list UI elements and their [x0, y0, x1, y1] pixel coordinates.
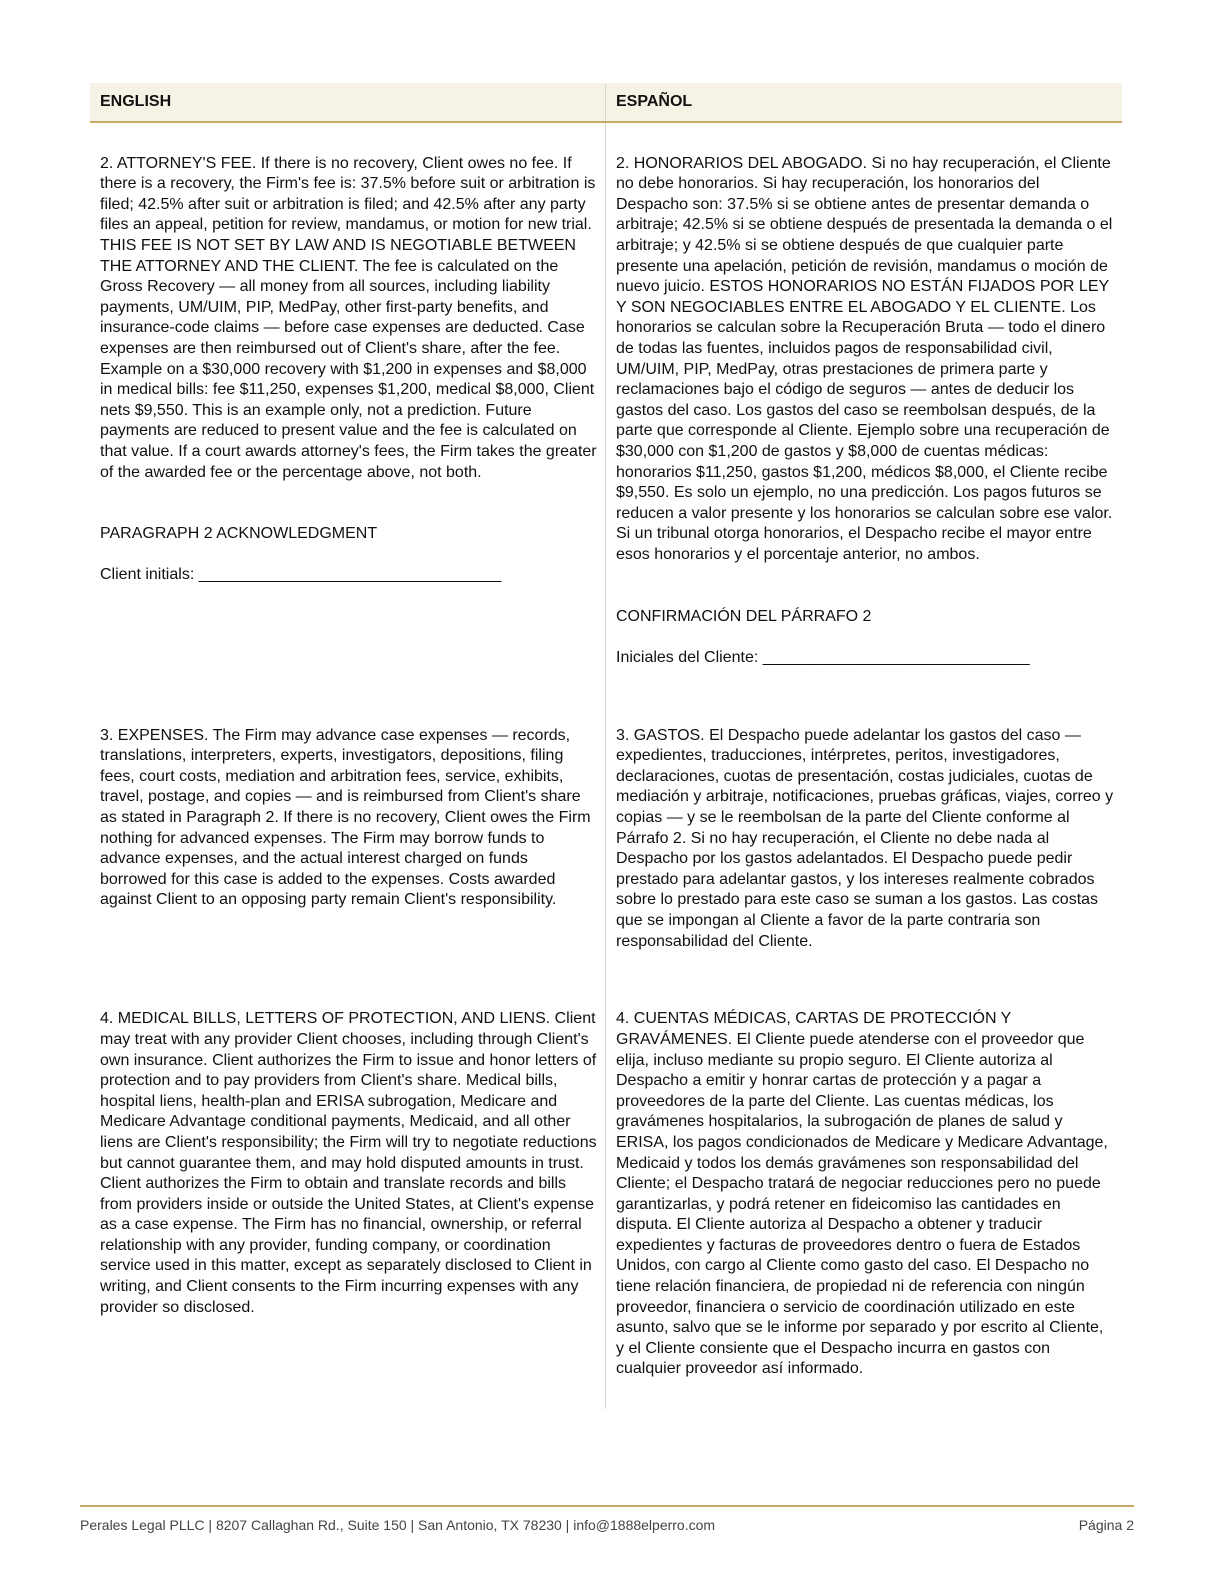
acknowledgment-title: PARAGRAPH 2 ACKNOWLEDGMENT [100, 525, 378, 543]
cell-english-paragraph-3 [90, 697, 606, 981]
footer-address: Perales Legal PLLC | 8207 Callaghan Rd., Suite 150 | San Antonio, TX 78230 | info@1888elperro.com [80, 1517, 716, 1533]
cell-english-paragraph-2 [90, 123, 606, 697]
header-english: ENGLISH [90, 83, 606, 121]
paragraph-text: 2. HONORARIOS DEL ABOGADO. Si no hay recuperación, el Cliente no debe honorarios. Si hay recuperación, los honorarios del Despacho son: 37.5% si se obtiene antes de presentar demanda o arbitraje; 42.5% si se obtiene después de presentada la demanda o el arbitraje; y 42.5% si se obtiene después de que cualquier parte presente una apelación, petición de revisión, mandamus o moción de nuevo juicio. ESTOS HONORARIOS NO ESTÁN FIJADOS POR LEY Y SON NEGOCIABLES ENTRE EL ABOGADO Y EL CLIENTE. Los honorarios se calculan sobre la Recuperación Bruta — todo el dinero de todas las fuentes, incluidos pagos de responsabilidad civil, UM/UIM, PIP, MedPay, otras prestaciones de primera parte y reclamaciones bajo el código de seguros — antes de deducir los gastos del caso. Los gastos del caso se reembolsan después, de la parte que corresponde al Cliente. Ejemplo sobre una recuperación de $30,000 con $1,200 de gastos y $8,000 de cuentas médicas: honorarios $11,250, gastos $1,200, médicos $8,000, el Cliente recibe $9,550. Es solo un ejemplo, no una predicción. Los pagos futuros se reducen a valor presente y los honorarios se calculan sobre ese valor. Si un tribunal otorga honorarios, el Despacho recibe el mayor entre esos honorarios y el porcentaje anterior, no ambos. [616, 154, 1113, 563]
footer-divider [80, 1505, 1134, 1507]
client-initials-line: Client initials: __________________________________ [100, 566, 502, 584]
cell-spanish-paragraph-3 [606, 697, 1122, 981]
paragraph-text: 3. EXPENSES. The Firm may advance case expenses — records, translations, interpreters, experts, investigators, depositions, filing fees, court costs, mediation and arbitration fees, service, exhibits, travel, postage, and copies — and is reimbursed from Client's share as stated in Paragraph 2. If there is no recovery, Client owes the Firm nothing for advanced expenses. The Firm may borrow funds to advance expenses, and the actual interest charged on funds borrowed for this case is added to the expenses. Costs awarded against Client to an opposing party remain Client's responsibility. [100, 726, 591, 909]
table-row-paragraph-3 [90, 697, 1122, 981]
cell-spanish-paragraph-2 [606, 123, 1122, 697]
paragraph-text: 3. GASTOS. El Despacho puede adelantar los gastos del caso — expedientes, traducciones, intérpretes, peritos, investigadores, declaraciones, cuotas de presentación, costas judiciales, cuotas de mediación y arbitraje, notificaciones, pruebas gráficas, viajes, correo y copias — y se le reembolsan de la parte del Cliente conforme al Párrafo 2. Si no hay recuperación, el Cliente no debe nada al Despacho por los gastos adelantados. El Despacho puede pedir prestado para adelantar gastos, y los intereses realmente cobrados sobre lo prestado para este caso se suman a los gastos. Las costas que se impongan al Cliente a favor de la parte contraria son responsabilidad del Cliente. [616, 726, 1114, 950]
page-number: Página 2 [1078, 1517, 1134, 1533]
table-row-paragraph-4 [90, 981, 1122, 1409]
acknowledgment-title: CONFIRMACIÓN DEL PÁRRAFO 2 [616, 607, 872, 625]
paragraph-text: 4. CUENTAS MÉDICAS, CARTAS DE PROTECCIÓN Y GRAVÁMENES. El Cliente puede atenderse con el proveedor que elija, incluso mediante su propio seguro. El Cliente autoriza al Despacho a emitir y honrar cartas de protección y a pagar a proveedores de la parte del Cliente. Las cuentas médicas, los gravámenes hospitalarios, la subrogación de planes de salud y ERISA, los pagos condicionados de Medicare y Medicare Advantage, Medicaid y todos los demás gravámenes son responsabilidad del Cliente; el Despacho tratará de negociar reducciones pero no puede garantizarlas, y podrá retener en fideicomiso las cantidades en disputa. El Cliente autoriza al Despacho a obtener y traducir expedientes y facturas de proveedores dentro o fuera de Estados Unidos, con cargo al Cliente como gasto del caso. El Despacho no tiene relación financiera, de propiedad ni de referencia con ningún proveedor, financiera o servicio de coordinación utilizado en este asunto, salvo que se le informe por separado y por escrito al Cliente, y el Cliente consiente que el Despacho incurra en gastos con cualquier proveedor así informado. [616, 1010, 1108, 1378]
paragraph-text: 2. ATTORNEY'S FEE. If there is no recovery, Client owes no fee. If there is a recovery, the Firm's fee is: 37.5% before suit or arbitration is filed; 42.5% after suit or arbitration is filed; and 42.5% after any party files an appeal, petition for review, mandamus, or motion for new trial. THIS FEE IS NOT SET BY LAW AND IS NEGOTIABLE BETWEEN THE ATTORNEY AND THE CLIENT. The fee is calculated on the Gross Recovery — all money from all sources, including liability payments, UM/UIM, PIP, MedPay, other first-party benefits, and insurance-code claims — before case expenses are deducted. Case expenses are then reimbursed out of Client's share, after the fee. Example on a $30,000 recovery with $1,200 in expenses and $8,000 in medical bills: fee $11,250, expenses $1,200, medical $8,000, Client nets $9,550. This is an example only, not a prediction. Future payments are reduced to present value and the fee is calculated on that value. If a court awards attorney's fees, the Firm takes the greater of the awarded fee or the percentage above, not both. [100, 154, 597, 481]
client-initials-line: Iniciales del Cliente: ______________________________ [616, 648, 1030, 666]
table-header [90, 83, 1122, 123]
table-row-paragraph-2 [90, 123, 1122, 697]
cell-english-paragraph-4 [90, 981, 606, 1409]
paragraph-text: 4. MEDICAL BILLS, LETTERS OF PROTECTION, AND LIENS. Client may treat with any provider Client chooses, including through Client's own insurance. Client authorizes the Firm to issue and honor letters of protection and to pay providers from Client's share. Medical bills, hospital liens, health-plan and ERISA subrogation, Medicare and Medicare Advantage conditional payments, Medicaid, and all other liens are Client's responsibility; the Firm will try to negotiate reductions but cannot guarantee them, and may hold disputed amounts in trust. Client authorizes the Firm to obtain and translate records and bills from providers inside or outside the United States, at Client's expense as a case expense. The Firm has no financial, ownership, or referral relationship with any provider, funding company, or coordination service used in this matter, except as separately disclosed to Client in writing, and Client consents to the Firm incurring expenses with any provider so disclosed. [100, 1010, 597, 1316]
header-spanish: ESPAÑOL [616, 93, 693, 110]
cell-spanish-paragraph-4 [606, 981, 1122, 1409]
bilingual-table [90, 83, 1122, 1409]
